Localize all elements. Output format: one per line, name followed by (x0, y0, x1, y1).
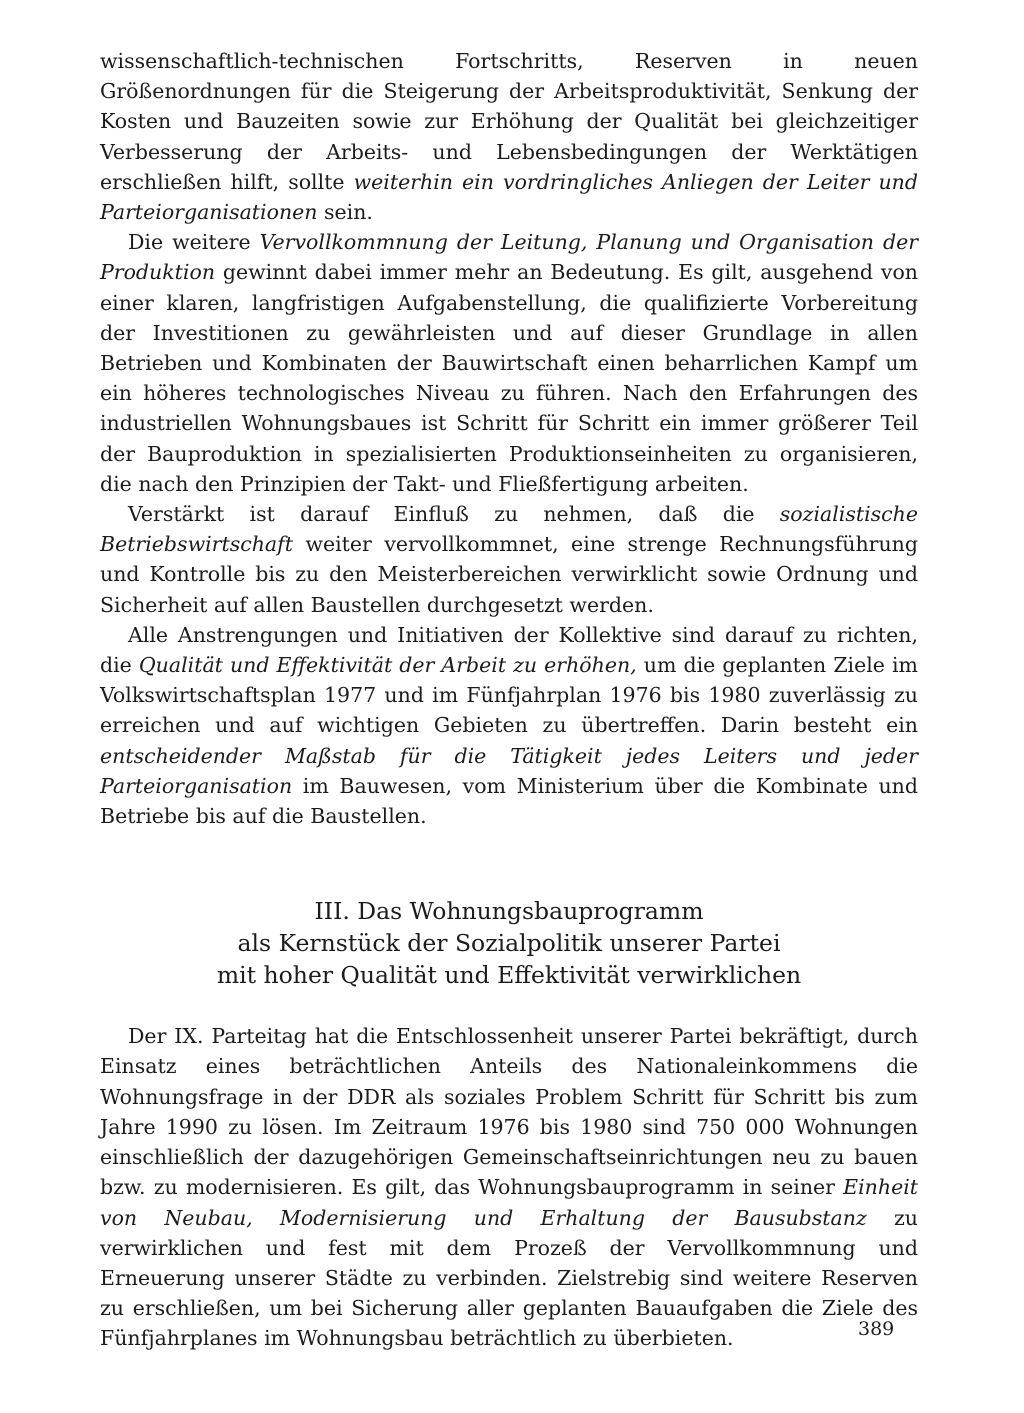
text-segment-italic: Einheit von Neubau, Modernisierung und Erhaltung der Bausubstanz (100, 1175, 918, 1230)
text-segment-italic: sozialistische Betriebswirtschaft (100, 502, 918, 557)
text-segment: gewinnt dabei immer mehr an Bedeutung. Es gilt, ausgehend von einer klaren, langfristigen Aufgabenstellung, die qualifizierte Vorbereitung der Investitionen zu gewährleisten und auf dieser Grundlage in allen Betrieben und Kombinaten der Bauwirtschaft einen beharrlichen Kampf um ein höheres technologisches Niveau zu führen. Nach den Erfahrungen des industriellen Wohnungsbaues ist Schritt für Schritt ein immer größerer Teil der Bauproduktion in spezialisierten Produktionseinheiten zu organisieren, die nach den Prinzipien der Takt- und Fließfertigung arbeiten. (100, 260, 918, 496)
section-heading-line-1: III. Das Wohnungsbauprogramm (314, 897, 704, 926)
paragraph-4 (100, 620, 918, 831)
text-segment-italic: Qualität und Effektivität der Arbeit zu erhöhen, (138, 653, 637, 678)
page-body (100, 46, 918, 1354)
section-heading-line-2: als Kernstück der Sozialpolitik unserer Partei (237, 929, 781, 958)
text-segment: sein. (317, 200, 373, 225)
text-segment-italic: weiterhin ein vordringliches Anliegen der Leiter und Parteiorganisationen (100, 169, 918, 225)
text-segment: weiter vervollkommnet, eine strenge Rechnungsführung und Kontrolle bis zu den Meisterbereichen verwirklicht sowie Ordnung und Sicherheit auf allen Baustellen durchgesetzt werden. (100, 532, 918, 617)
paragraph-2 (100, 227, 918, 499)
text-segment: um die geplanten Ziele im Volkswirtschaftsplan 1977 und im Fünfjahrplan 1976 bis 1980 zuverlässig zu erreichen und auf wichtigen Gebieten zu übertreffen. Darin besteht ein (100, 653, 918, 738)
text-segment: im Bauwesen, vom Ministerium über die Kombinate und Betriebe bis auf die Baustellen. (100, 773, 918, 829)
text-segment: Die weitere (128, 230, 260, 255)
text-segment: Alle Anstrengungen und Initiativen der Kollektive sind darauf zu richten, die (100, 622, 918, 678)
section-heading (100, 895, 918, 991)
page-number: 389 (858, 1318, 895, 1340)
text-segment: wissenschaftlich-technischen Fortschritts, Reserven in neuen Größenordnungen für die Steigerung der Arbeitsproduktivität, Senkung der Kosten und Bauzeiten sowie zur Erhöhung der Qualität bei gleichzeitiger Verbesserung der Arbeits- und Lebensbedingungen der Werktätigen erschließen hilft, sollte (100, 49, 918, 194)
section-paragraph-1 (100, 1021, 918, 1353)
section-heading-line-3: mit hoher Qualität und Effektivität verwirklichen (216, 961, 802, 990)
text-segment-italic: entscheidender Maßstab für die Tätigkeit jedes Leiters und jeder Parteiorganisation (100, 743, 918, 798)
text-segment: zu verwirklichen und fest mit dem Prozeß der Vervollkommnung und Erneuerung unserer Städte zu verbinden. Zielstrebig sind weitere Reserven zu erschließen, um bei Sicherung aller geplanten Bauaufgaben die Ziele des Fünfjahrplanes im Wohnungsbau beträchtlich zu überbieten. (100, 1205, 918, 1351)
paragraph-1 (100, 46, 918, 227)
paragraph-3 (100, 499, 918, 620)
text-segment: Der IX. Parteitag hat die Entschlossenheit unserer Partei bekräftigt, durch Einsatz eines beträchtlichen Anteils des Nationaleinkommens die Wohnungsfrage in der DDR als soziales Problem Schritt für Schritt bis zum Jahre 1990 zu lösen. Im Zeitraum 1976 bis 1980 sind 750 000 Wohnungen einschließlich der dazugehörigen Gemeinschaftseinrichtungen neu zu bauen bzw. zu modernisieren. Es gilt, das Wohnungsbauprogramm in seiner (100, 1024, 918, 1200)
text-segment-italic: Vervollkommnung der Leitung, Planung und Organisation der Produktion (100, 230, 918, 285)
text-segment: Verstärkt ist darauf Einfluß zu nehmen, daß die (128, 502, 780, 527)
